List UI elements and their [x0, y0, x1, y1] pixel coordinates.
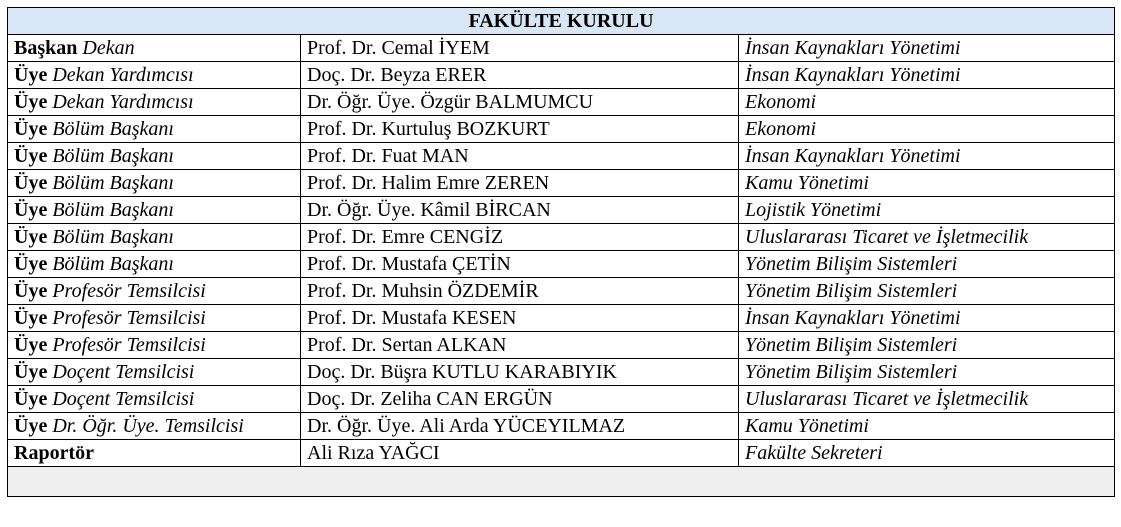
- role-detail: Bölüm Başkanı: [52, 226, 174, 248]
- table-header-row: [8, 8, 1115, 35]
- role-title: Üye: [14, 145, 48, 167]
- department-cell: Uluslararası Ticaret ve İşletmecilik: [739, 386, 1115, 413]
- role-title: Üye: [14, 118, 48, 140]
- role-detail: Profesör Temsilcisi: [52, 334, 206, 356]
- member-name: Prof. Dr. Kurtuluş BOZKURT: [301, 116, 739, 143]
- role-detail: Profesör Temsilcisi: [52, 280, 206, 302]
- role-title: Üye: [14, 199, 48, 221]
- role-cell: [8, 305, 301, 332]
- member-name: Ali Rıza YAĞCI: [301, 440, 739, 467]
- role-cell: [8, 413, 301, 440]
- table-row: [8, 251, 1115, 278]
- table-row: [8, 89, 1115, 116]
- role-detail: Profesör Temsilcisi: [52, 307, 206, 329]
- role-detail: Bölüm Başkanı: [52, 172, 174, 194]
- member-name: Prof. Dr. Fuat MAN: [301, 143, 739, 170]
- table-footer: [8, 467, 1115, 497]
- role-title: Başkan: [14, 37, 78, 59]
- role-detail: Dr. Öğr. Üye. Temsilcisi: [52, 415, 244, 437]
- department-cell: Uluslararası Ticaret ve İşletmecilik: [739, 224, 1115, 251]
- role-cell: [8, 359, 301, 386]
- role-detail: Dekan: [82, 37, 135, 59]
- role-detail: Doçent Temsilcisi: [52, 388, 195, 410]
- role-cell: [8, 440, 301, 467]
- department-cell: İnsan Kaynakları Yönetimi: [739, 35, 1115, 62]
- role-cell: [8, 386, 301, 413]
- role-detail: Bölüm Başkanı: [52, 199, 174, 221]
- table-row: [8, 278, 1115, 305]
- role-cell: [8, 89, 301, 116]
- role-cell: [8, 278, 301, 305]
- role-detail: Bölüm Başkanı: [52, 145, 174, 167]
- member-name: Prof. Dr. Emre CENGİZ: [301, 224, 739, 251]
- member-name: Dr. Öğr. Üye. Ali Arda YÜCEYILMAZ: [301, 413, 739, 440]
- member-name: Dr. Öğr. Üye. Kâmil BİRCAN: [301, 197, 739, 224]
- table-row: [8, 224, 1115, 251]
- role-detail: Bölüm Başkanı: [52, 118, 174, 140]
- member-name: Doç. Dr. Beyza ERER: [301, 62, 739, 89]
- role-cell: [8, 35, 301, 62]
- table-row: [8, 332, 1115, 359]
- role-cell: [8, 197, 301, 224]
- member-name: Prof. Dr. Muhsin ÖZDEMİR: [301, 278, 739, 305]
- department-cell: Kamu Yönetimi: [739, 413, 1115, 440]
- table-row: [8, 116, 1115, 143]
- table-row: [8, 359, 1115, 386]
- table-row: [8, 440, 1115, 467]
- table-row: [8, 413, 1115, 440]
- table-row: [8, 305, 1115, 332]
- role-title: Üye: [14, 388, 48, 410]
- department-cell: Lojistik Yönetimi: [739, 197, 1115, 224]
- role-title: Üye: [14, 91, 48, 113]
- role-detail: Doçent Temsilcisi: [52, 361, 195, 383]
- role-title: Üye: [14, 226, 48, 248]
- role-cell: [8, 251, 301, 278]
- table-footer-row: [8, 467, 1115, 497]
- role-title: Üye: [14, 361, 48, 383]
- department-cell: Fakülte Sekreteri: [739, 440, 1115, 467]
- role-title: Üye: [14, 334, 48, 356]
- table-row: [8, 35, 1115, 62]
- table-row: [8, 170, 1115, 197]
- role-title: Üye: [14, 253, 48, 275]
- table-row: [8, 386, 1115, 413]
- member-name: Prof. Dr. Sertan ALKAN: [301, 332, 739, 359]
- department-cell: Kamu Yönetimi: [739, 170, 1115, 197]
- member-name: Prof. Dr. Cemal İYEM: [301, 35, 739, 62]
- role-detail: Bölüm Başkanı: [52, 253, 174, 275]
- table-row: [8, 143, 1115, 170]
- department-cell: İnsan Kaynakları Yönetimi: [739, 305, 1115, 332]
- role-cell: [8, 116, 301, 143]
- member-name: Prof. Dr. Mustafa ÇETİN: [301, 251, 739, 278]
- role-cell: [8, 332, 301, 359]
- role-cell: [8, 62, 301, 89]
- table-row: [8, 62, 1115, 89]
- department-cell: Yönetim Bilişim Sistemleri: [739, 251, 1115, 278]
- department-cell: Yönetim Bilişim Sistemleri: [739, 278, 1115, 305]
- role-detail: Dekan Yardımcısı: [52, 91, 194, 113]
- table-row: [8, 197, 1115, 224]
- member-name: Doç. Dr. Büşra KUTLU KARABIYIK: [301, 359, 739, 386]
- role-cell: [8, 143, 301, 170]
- role-title: Üye: [14, 280, 48, 302]
- role-title: Üye: [14, 172, 48, 194]
- table-title: FAKÜLTE KURULU: [8, 8, 1115, 35]
- faculty-board-table: [7, 7, 1115, 497]
- table-body: [8, 8, 1115, 497]
- role-title: Üye: [14, 64, 48, 86]
- department-cell: Ekonomi: [739, 89, 1115, 116]
- department-cell: Yönetim Bilişim Sistemleri: [739, 332, 1115, 359]
- department-cell: İnsan Kaynakları Yönetimi: [739, 62, 1115, 89]
- member-name: Prof. Dr. Halim Emre ZEREN: [301, 170, 739, 197]
- role-detail: Dekan Yardımcısı: [52, 64, 194, 86]
- department-cell: Ekonomi: [739, 116, 1115, 143]
- role-title: Raportör: [14, 442, 94, 464]
- member-name: Prof. Dr. Mustafa KESEN: [301, 305, 739, 332]
- department-cell: Yönetim Bilişim Sistemleri: [739, 359, 1115, 386]
- department-cell: İnsan Kaynakları Yönetimi: [739, 143, 1115, 170]
- role-cell: [8, 170, 301, 197]
- role-title: Üye: [14, 415, 48, 437]
- role-title: Üye: [14, 307, 48, 329]
- member-name: Dr. Öğr. Üye. Özgür BALMUMCU: [301, 89, 739, 116]
- role-cell: [8, 224, 301, 251]
- member-name: Doç. Dr. Zeliha CAN ERGÜN: [301, 386, 739, 413]
